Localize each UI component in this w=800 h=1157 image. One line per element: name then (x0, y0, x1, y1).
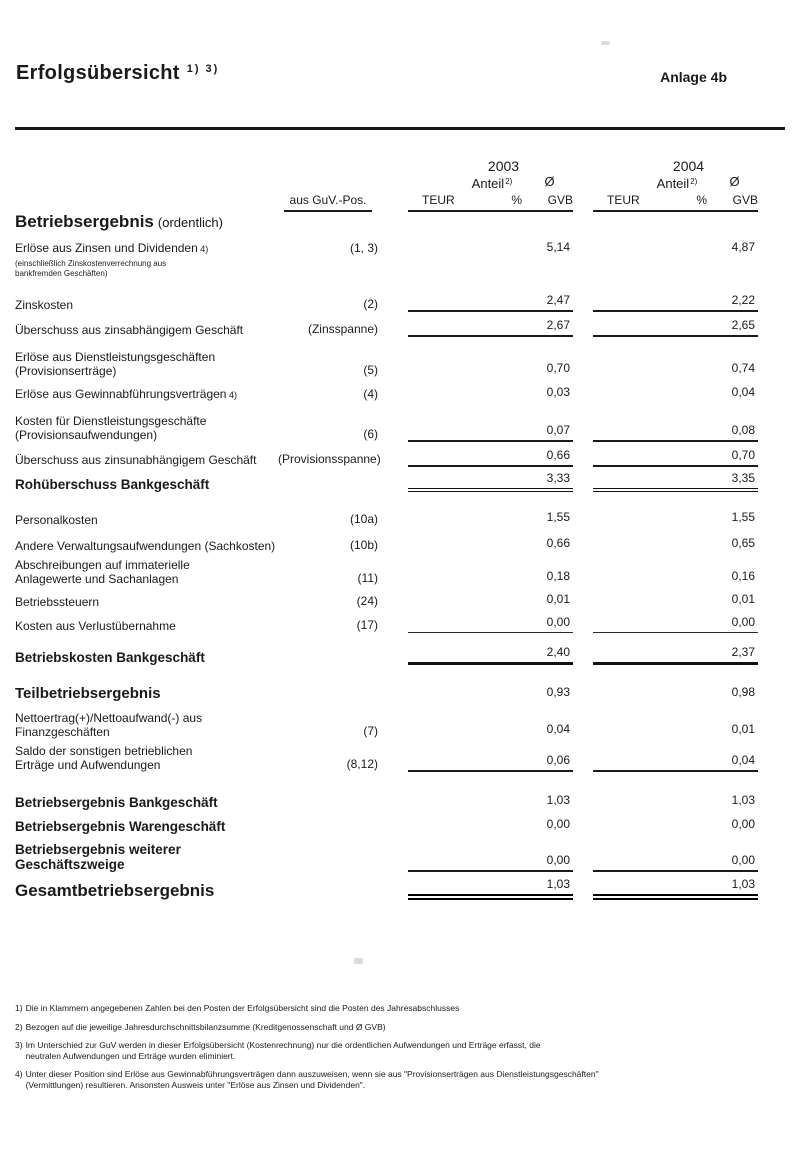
row-value-2003: 0,00 (546, 853, 570, 867)
row-label-cell (15, 650, 278, 665)
row-label-cell (15, 819, 278, 834)
value-group (593, 424, 758, 442)
table-row (15, 537, 758, 553)
row-value-2003: 2,47 (546, 293, 570, 307)
value-group (593, 570, 758, 586)
row-value-2003: 0,70 (546, 361, 570, 375)
value-group (593, 511, 758, 527)
teur-column-header: TEUR (607, 193, 640, 207)
value-group (593, 754, 758, 772)
row-label: Rohüberschuss Bankgeschäft (15, 477, 210, 492)
value-group (408, 362, 573, 378)
section-title-text: Betriebsergebnis (15, 212, 154, 231)
scan-artifact (601, 41, 610, 45)
row-label-cell (15, 619, 278, 633)
value-group (593, 472, 758, 492)
row-label: Nettoertrag(+)/Nettoaufwand(-) aus Finanzgeschäften (15, 711, 203, 739)
row-label: Betriebsergebnis Bankgeschäft (15, 795, 218, 810)
value-group (408, 537, 573, 553)
row-label: Erlöse aus Gewinnabführungsverträgen 4) (15, 387, 237, 401)
label-footnote-ref: 4) (226, 390, 237, 400)
row-value-2003: 0,66 (546, 536, 570, 550)
value-group (593, 686, 758, 702)
row-value-2004: 0,00 (731, 853, 755, 867)
row-value-2004: 1,03 (731, 793, 755, 807)
year-group-header-2003 (408, 158, 573, 212)
row-value-2004: 3,35 (731, 471, 755, 485)
row-label-cell (15, 558, 278, 586)
share-avg-row (408, 174, 573, 191)
row-label-cell (15, 711, 278, 739)
row-value-2004: 0,16 (731, 569, 755, 583)
row-note: (einschließlich Zinskostenverrechnung aus bankfremden Geschäften) (15, 259, 167, 278)
row-guv (278, 833, 378, 834)
value-group (408, 854, 573, 872)
row-value-2004: 0,08 (731, 423, 755, 437)
row-guv: (24) (356, 594, 378, 608)
row-label: Betriebssteuern (15, 595, 100, 609)
row-guv: (5) (363, 363, 378, 377)
share-footnote-ref: 2) (505, 177, 513, 186)
row-value-2003: 5,14 (546, 240, 570, 254)
row-value-2003: 0,03 (546, 385, 570, 399)
subcolumn-row (408, 193, 573, 208)
table-header (15, 158, 758, 212)
footnote-text: Im Unterschied zur GuV werden in dieser Erfolgsübersicht (Kostenrechnung) nur die ordentlichen Aufwendungen und Erträge erfasst, die neutralen Aufwendungen und Erträge wurden eliminiert. (25, 1040, 541, 1061)
avg-symbol: Ø (729, 174, 740, 189)
footnote-text: Unter dieser Position sind Erlöse aus Gewinnabführungsverträgen dann auszuweisen, wenn sie aus "Provisionserträgen aus Dienstleistungsgeschäften" (Vermittlungen) resultieren. Ansonsten Ausweis unter "Erlöse aus Zinsen und Dividenden". (25, 1069, 599, 1090)
value-group (408, 754, 573, 772)
row-value-2004: 4,87 (731, 240, 755, 254)
row-guv: (4) (363, 387, 378, 401)
row-value-2003: 0,66 (546, 448, 570, 462)
value-group (593, 616, 758, 633)
footnote-marker: 1) (15, 1003, 23, 1013)
row-value-2004: 1,03 (731, 877, 755, 891)
guv-column-header: aus GuV.-Pos. (284, 193, 373, 212)
year-group-header-2004 (593, 158, 758, 212)
row-value-2003: 1,03 (546, 793, 570, 807)
row-value-2004: 0,01 (731, 722, 755, 736)
row-guv (278, 899, 378, 900)
gvb-column-header: GVB (547, 193, 573, 207)
row-label: Kosten für Dienstleistungsgeschäfte (Provisionsaufwendungen) (15, 414, 207, 442)
row-label: Kosten aus Verlustübernahme (15, 619, 176, 633)
share-avg-row (593, 174, 758, 191)
row-guv (278, 701, 378, 702)
row-value-2003: 0,07 (546, 423, 570, 437)
row-label: Gesamtbetriebsergebnis (15, 881, 215, 900)
page-title-text: Erfolgsübersicht (16, 62, 180, 84)
row-guv: (Provisionsspanne) (278, 452, 381, 466)
row-label-cell (15, 414, 278, 442)
row-label-cell (15, 387, 278, 402)
row-guv: (7) (363, 724, 378, 738)
table-rows (15, 241, 758, 900)
row-value-2004: 0,04 (731, 753, 755, 767)
row-label: Abschreibungen auf immaterielle Anlagewerte und Sachanlagen (15, 558, 190, 586)
row-label-cell (15, 350, 278, 378)
value-group (408, 449, 573, 467)
value-group (593, 723, 758, 739)
row-label: Personalkosten (15, 513, 98, 527)
share-footnote-ref: 2) (690, 177, 698, 186)
row-guv (278, 809, 378, 810)
row-label: Saldo der sonstigen betrieblichen Erträge und Aufwendungen (15, 744, 193, 772)
title-footnote-refs: 1) 3) (186, 63, 220, 75)
value-group (408, 241, 573, 257)
value-group (408, 593, 573, 609)
teur-column-header: TEUR (422, 193, 455, 207)
table-row (15, 386, 758, 402)
row-value-2004: 0,65 (731, 536, 755, 550)
row-value-2003: 1,55 (546, 510, 570, 524)
row-label: Teilbetriebsergebnis (15, 685, 161, 702)
row-value-2004: 2,22 (731, 293, 755, 307)
footnote-marker: 3) (15, 1040, 23, 1050)
value-group (593, 537, 758, 553)
row-label-cell (15, 539, 278, 553)
footnote-text: Bezogen auf die jeweilige Jahresdurchschnittsbilanzsumme (Kreditgenossenschaft und Ø GVB) (25, 1021, 386, 1032)
row-value-2003: 0,00 (546, 817, 570, 831)
row-label: Zinskosten (15, 298, 74, 312)
value-group (408, 686, 573, 702)
footnote-marker: 2) (15, 1021, 23, 1032)
share-header (643, 174, 711, 191)
row-label: Überschuss aus zinsunabhängigem Geschäft (15, 453, 257, 467)
gvb-column-header: GVB (732, 193, 758, 207)
table-row (15, 319, 758, 337)
row-guv (278, 664, 378, 665)
value-group (593, 646, 758, 665)
row-value-2004: 1,55 (731, 510, 755, 524)
row-value-2003: 0,01 (546, 592, 570, 606)
row-label: Betriebsergebnis weiterer Geschäftszweige (15, 842, 181, 872)
row-value-2003: 0,04 (546, 722, 570, 736)
row-label-cell (15, 881, 278, 900)
row-value-2003: 1,03 (546, 877, 570, 891)
row-label-cell (15, 241, 278, 278)
value-group (408, 511, 573, 527)
row-label-cell (15, 595, 278, 609)
row-label: Erlöse aus Zinsen und Dividenden 4) (15, 241, 209, 255)
table-row (15, 646, 758, 665)
annex-label: Anlage 4b (660, 69, 727, 85)
table-row (15, 842, 758, 872)
subcolumn-row (593, 193, 758, 208)
table-body (15, 210, 758, 900)
table-row (15, 449, 758, 467)
value-group (408, 424, 573, 442)
table-row (15, 593, 758, 609)
scan-artifact (354, 958, 363, 964)
table-row (15, 558, 758, 586)
value-group (593, 241, 758, 257)
value-group (408, 794, 573, 810)
value-group (593, 593, 758, 609)
value-group (593, 794, 758, 810)
value-group (408, 570, 573, 586)
value-group (593, 362, 758, 378)
value-group (408, 878, 573, 900)
value-group (593, 854, 758, 872)
footnote (15, 1069, 790, 1090)
footnote-marker: 4) (15, 1069, 23, 1079)
row-label-cell (15, 323, 278, 337)
value-group (408, 818, 573, 834)
row-value-2003: 0,06 (546, 753, 570, 767)
table-row (15, 241, 758, 278)
label-footnote-ref: 4) (197, 244, 209, 254)
table-row (15, 511, 758, 527)
year-label-2003: 2003 (487, 158, 520, 174)
share-header-text: Anteil (471, 176, 505, 191)
avg-symbol: Ø (544, 174, 555, 189)
row-label-cell (15, 795, 278, 810)
row-value-2004: 2,65 (731, 318, 755, 332)
row-value-2003: 2,40 (546, 645, 570, 659)
section-title (15, 212, 758, 232)
row-guv: (Zinsspanne) (307, 322, 378, 336)
footnote (15, 1003, 790, 1014)
row-guv: (11) (357, 571, 378, 585)
table-row (15, 294, 758, 312)
percent-column-header: % (511, 193, 522, 207)
footnote-text: Die in Klammern angegebenen Zahlen bei den Posten der Erfolgsübersicht sind die Posten des Jahresabschlusses (25, 1003, 460, 1013)
row-label-cell (15, 842, 278, 872)
row-label-cell (15, 453, 278, 467)
table-row (15, 616, 758, 633)
row-value-2004: 0,04 (731, 385, 755, 399)
document-header (16, 62, 784, 85)
table-row (15, 414, 758, 442)
row-guv: (2) (363, 297, 378, 311)
row-guv: (10b) (349, 538, 378, 552)
table-row (15, 711, 758, 739)
row-guv: (8,12) (346, 757, 378, 771)
table-row (15, 472, 758, 492)
row-label-cell (15, 298, 278, 312)
value-group (408, 472, 573, 492)
row-guv: (6) (363, 427, 378, 441)
row-guv (278, 491, 378, 492)
value-group (593, 818, 758, 834)
row-label: Erlöse aus Dienstleistungsgeschäften (Provisionserträge) (15, 350, 216, 378)
value-group (593, 386, 758, 402)
row-value-2003: 3,33 (546, 471, 570, 485)
share-header-text: Anteil (656, 176, 690, 191)
table-row (15, 878, 758, 900)
table-row (15, 818, 758, 834)
row-label-cell (15, 685, 278, 702)
table-row (15, 685, 758, 702)
row-guv: (10a) (349, 512, 378, 526)
row-value-2003: 0,00 (546, 615, 570, 629)
value-group (408, 294, 573, 312)
row-label: Betriebskosten Bankgeschäft (15, 650, 205, 665)
header-divider (15, 127, 785, 130)
year-label-2004: 2004 (672, 158, 705, 174)
row-value-2003: 0,18 (546, 569, 570, 583)
section-title-suffix: (ordentlich) (157, 215, 223, 230)
value-group (408, 616, 573, 633)
value-group (593, 319, 758, 337)
row-value-2004: 0,00 (731, 817, 755, 831)
row-label-cell (15, 477, 278, 492)
percent-column-header: % (696, 193, 707, 207)
value-group (408, 386, 573, 402)
row-value-2004: 0,74 (731, 361, 755, 375)
page-title (16, 62, 219, 85)
row-label: Betriebsergebnis Warengeschäft (15, 819, 226, 834)
value-group (593, 878, 758, 900)
row-value-2004: 0,98 (731, 685, 755, 699)
footnotes (15, 1003, 790, 1098)
value-group (593, 449, 758, 467)
value-group (408, 646, 573, 665)
value-group (408, 723, 573, 739)
value-group (593, 294, 758, 312)
row-value-2003: 2,67 (546, 318, 570, 332)
footnote (15, 1022, 790, 1033)
row-value-2004: 2,37 (731, 645, 755, 659)
value-group (408, 319, 573, 337)
row-label-cell (15, 513, 278, 527)
row-guv: (1, 3) (349, 241, 378, 255)
table-row (15, 744, 758, 772)
row-value-2004: 0,70 (731, 448, 755, 462)
row-value-2004: 0,00 (731, 615, 755, 629)
row-guv: (17) (356, 618, 378, 632)
row-label: Überschuss aus zinsabhängigem Geschäft (15, 323, 244, 337)
row-value-2003: 0,93 (546, 685, 570, 699)
row-value-2004: 0,01 (731, 592, 755, 606)
footnote (15, 1040, 790, 1061)
table-row (15, 350, 758, 378)
share-header (458, 174, 526, 191)
row-label: Andere Verwaltungsaufwendungen (Sachkosten) (15, 539, 276, 553)
table-row (15, 794, 758, 810)
row-label-cell (15, 744, 278, 772)
row-guv (278, 871, 378, 872)
